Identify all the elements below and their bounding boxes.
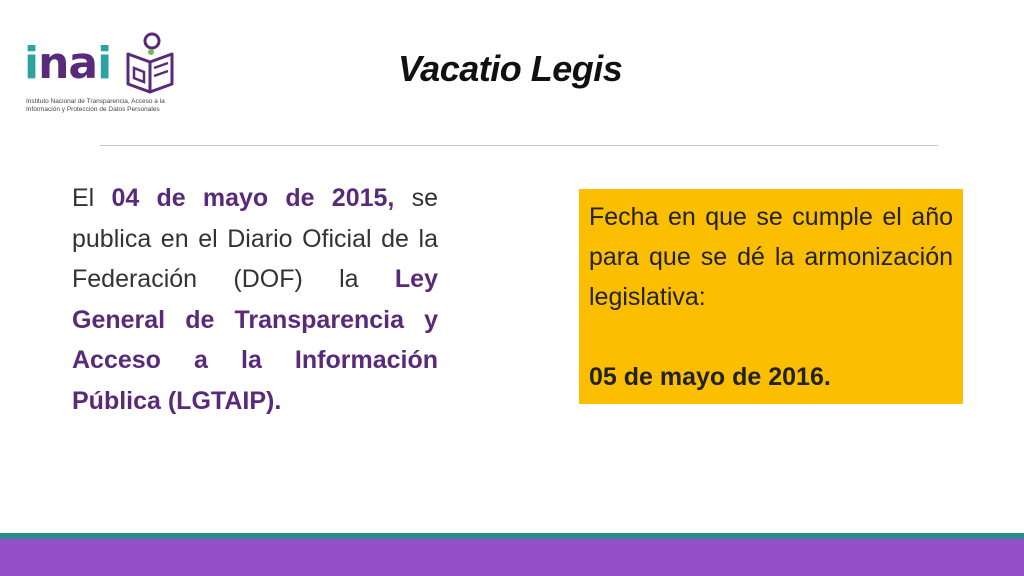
slide-title: Vacatio Legis [398,48,623,89]
publication-date: 04 de mayo de 2015, [111,184,395,212]
footer-purple-band [0,539,1024,576]
publication-paragraph: El 04 de mayo de 2015, se publica en el Diario Oficial de la Federación (DOF) la Ley General de Transparencia y Acceso a la Información Pública (LGTAIP). [72,184,438,415]
callout-text: Fecha en que se cumple el año para que se dé la armonización legislativa: [589,203,953,311]
callout-date: 05 de mayo de 2016. [589,363,831,391]
logo-wordmark: inai [24,38,112,89]
deadline-callout [579,189,963,404]
law-name: Ley General de Transparencia y Acceso a la Información Pública (LGTAIP). [72,265,438,415]
title-divider [100,145,938,146]
inai-logo [24,30,184,120]
logo-subtitle: Instituto Nacional de Transparencia, Acceso a la Información y Protección de Datos Personales [26,98,165,113]
person-book-icon [124,32,176,94]
